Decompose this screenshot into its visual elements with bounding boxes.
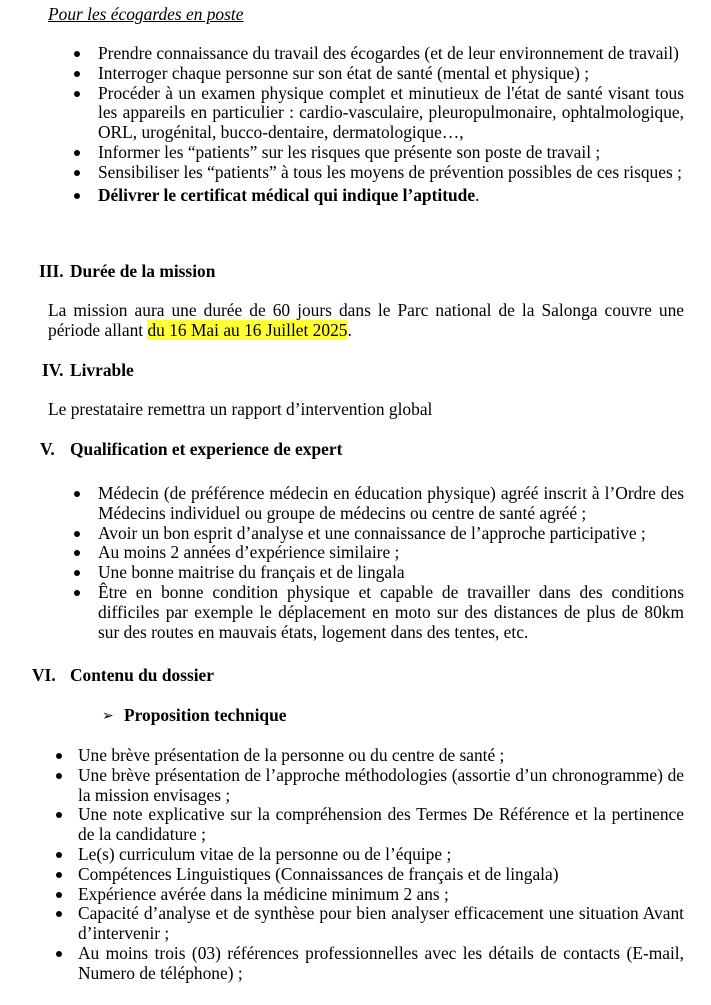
bullet-icon — [74, 150, 80, 156]
duree-paragraph: La mission aura une durée de 60 jours dans le Parc national de la Salonga couvre une période allant du 16 Mai au 16 Juillet 2025. — [48, 300, 684, 340]
list-item: Une note explicative sur la compréhension des Termes De Référence et la pertinence de la candidature ; — [78, 805, 684, 845]
list-item: Une brève présentation de l’approche méthodologies (assortie d’un chronogramme) de la mission envisages ; — [78, 766, 684, 806]
bullet-icon — [74, 531, 80, 537]
bullet-icon — [74, 590, 80, 596]
bold-bullet-text: Délivrer le certificat médical qui indique l’aptitude — [98, 184, 476, 205]
bullet-icon — [74, 550, 80, 556]
section-heading-livrable: IV. Livrable — [42, 360, 134, 380]
list-item: Procéder à un examen physique complet et minutieux de l'état de santé visant tous les appareils en particulier : cardio-vasculaire, pleuropulmonaire, ophtalmologique, ORL, urogénital, bucco-dentaire, dermatologique…, — [98, 84, 684, 143]
list-item: Avoir un bon esprit d’analyse et une connaissance de l’approche participative ; — [98, 524, 684, 544]
list-item: Être en bonne condition physique et capable de travailler dans des conditions difficiles par exemple le déplacement en moto sur des distances de plus de 80km sur des routes en mauvais états, logement dans des tentes, etc. — [98, 583, 684, 642]
arrow-bullet-icon: ➢ — [102, 708, 114, 724]
section-heading-contenu: VI. Contenu du dossier — [32, 665, 214, 685]
bullet-icon — [56, 812, 62, 818]
section-heading-duree: III. Durée de la mission — [39, 261, 216, 281]
bullet-icon — [74, 170, 80, 176]
intro-bullet-list — [98, 44, 684, 205]
qualification-bullet-list — [98, 484, 684, 642]
list-item: Interroger chaque personne sur son état de santé (mental et physique) ; — [98, 64, 684, 84]
contenu-bullet-list — [78, 746, 684, 984]
bullet-icon — [74, 51, 80, 57]
list-item: Compétences Linguistiques (Connaissances de français et de lingala) — [78, 865, 684, 885]
section-heading-qualification: V. Qualification et experience de expert — [40, 439, 343, 459]
list-item: Capacité d’analyse et de synthèse pour bien analyser efficacement une situation Avant d’intervenir ; — [78, 904, 684, 944]
bullet-icon — [74, 491, 80, 497]
list-item: Expérience avérée dans la médicine minimum 2 ans ; — [78, 885, 684, 905]
bullet-icon — [56, 911, 62, 917]
bullet-icon — [56, 852, 62, 858]
bullet-icon — [74, 91, 80, 97]
list-item: Sensibiliser les “patients” à tous les moyens de prévention possibles de ces risques ; — [98, 163, 684, 183]
bullet-icon — [56, 872, 62, 878]
date-highlight: du 16 Mai au 16 Juillet 2025 — [147, 319, 348, 340]
bullet-icon — [56, 753, 62, 759]
sub-heading-proposition-technique: ➢ Proposition technique — [102, 705, 287, 725]
bullet-icon — [74, 71, 80, 77]
list-item: Délivrer le certificat médical qui indique l’aptitude. — [98, 186, 684, 206]
bullet-icon — [74, 570, 80, 576]
subtitle-ecogardes: Pour les écogardes en poste — [48, 4, 244, 24]
list-item: Le(s) curriculum vitae de la personne ou de l’équipe ; — [78, 845, 684, 865]
bullet-icon — [56, 892, 62, 898]
bullet-icon — [56, 773, 62, 779]
livrable-paragraph: Le prestataire remettra un rapport d’intervention global — [48, 399, 433, 419]
bullet-icon — [74, 193, 80, 199]
list-item: Une bonne maitrise du français et de lingala — [98, 563, 684, 583]
list-item: Informer les “patients” sur les risques que présente son poste de travail ; — [98, 143, 684, 163]
list-item: Prendre connaissance du travail des écogardes (et de leur environnement de travail) — [98, 44, 684, 64]
list-item: Au moins trois (03) références professionnelles avec les détails de contacts (E-mail, Numero de téléphone) ; — [78, 944, 684, 984]
bullet-icon — [56, 951, 62, 957]
list-item: Médecin (de préférence médecin en éducation physique) agréé inscrit à l’Ordre des Médecins individuel ou groupe de médecins ou centre de santé agréé ; — [98, 484, 684, 524]
list-item: Au moins 2 années d’expérience similaire ; — [98, 543, 684, 563]
list-item: Une brève présentation de la personne ou du centre de santé ; — [78, 746, 684, 766]
